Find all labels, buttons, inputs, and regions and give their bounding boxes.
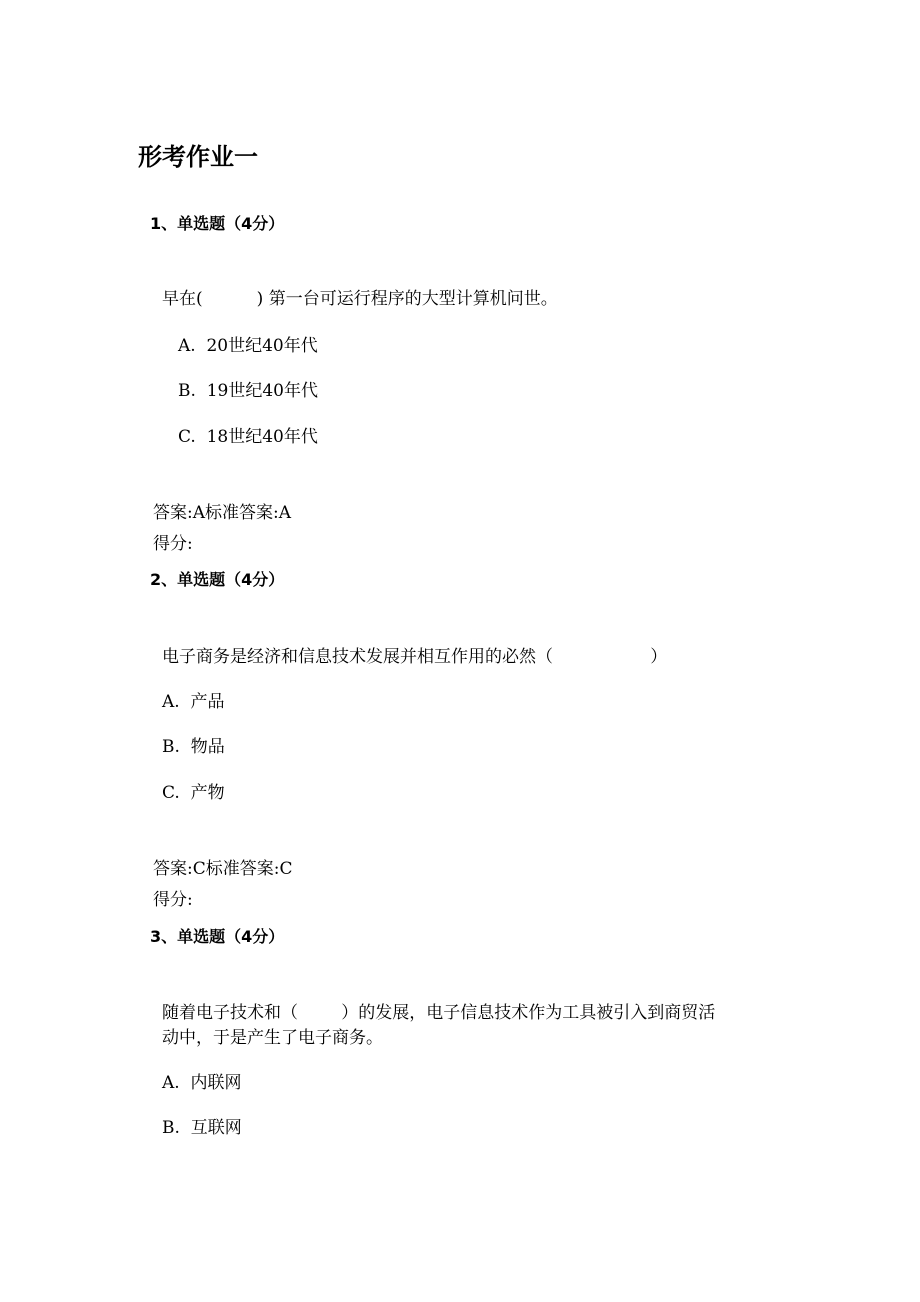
question-stem-line-1: 随着电子技术和（ ）的发展，电子信息技术作为工具被引入到商贸活 (162, 1003, 716, 1023)
option-a: A. 内联网 (162, 1073, 242, 1093)
score-label: 得分: (153, 534, 193, 554)
score-label: 得分: (153, 890, 193, 910)
option-b: B. 物品 (162, 737, 225, 757)
page-title: 形考作业一 (138, 143, 258, 171)
question-stem: 早在( ) 第一台可运行程序的大型计算机问世。 (162, 289, 558, 309)
question-header: 2、单选题（4分） (150, 570, 285, 589)
question-header: 3、单选题（4分） (150, 927, 285, 946)
question-header: 1、单选题（4分） (150, 214, 285, 233)
answer-line: 答案:A标准答案:A (153, 503, 292, 523)
question-stem-line-2: 动中，于是产生了电子商务。 (162, 1028, 383, 1048)
option-a: A. 20世纪40年代 (178, 336, 318, 356)
option-b: B. 19世纪40年代 (178, 381, 318, 401)
option-a: A. 产品 (162, 692, 225, 712)
option-c: C. 18世纪40年代 (178, 427, 318, 447)
question-stem: 电子商务是经济和信息技术发展并相互作用的必然（ ） (162, 647, 668, 667)
option-c: C. 产物 (162, 783, 225, 803)
answer-line: 答案:C标准答案:C (153, 859, 293, 879)
option-b: B. 互联网 (162, 1118, 242, 1138)
